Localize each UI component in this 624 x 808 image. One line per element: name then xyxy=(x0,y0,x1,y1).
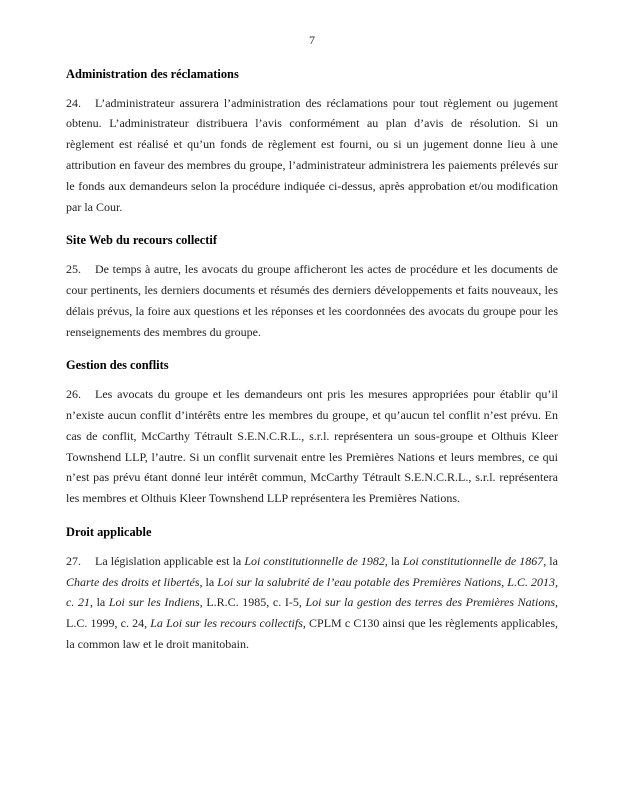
paragraph xyxy=(66,551,558,655)
page-number: 7 xyxy=(309,33,315,47)
paragraph-number: 24. xyxy=(66,95,81,110)
text-run: , la xyxy=(543,553,558,568)
italic-text-run: Loi constitutionnelle de 1982 xyxy=(244,553,385,568)
paragraph-number: 26. xyxy=(66,387,81,402)
text-run: , la xyxy=(89,595,109,610)
section-heading: Site Web du recours collectif xyxy=(66,233,217,248)
text-run: , la xyxy=(384,553,403,568)
italic-text-run: Loi sur la salubrité de l’eau potable des Premières Nations, L.C. 2013, c. 21 xyxy=(66,574,558,610)
italic-text-run: Charte des droits et libertés xyxy=(66,574,200,589)
text-run: , CPLM c C130 ainsi que les règlements applicables, la common law et le droit manitobain. xyxy=(66,616,558,651)
section-heading: Administration des réclamations xyxy=(66,66,239,81)
italic-text-run: Loi sur les Indiens xyxy=(108,595,200,610)
paragraph-number: 25. xyxy=(66,262,81,277)
document-body xyxy=(66,64,558,655)
text-run: L’administrateur assurera l’administration des réclamations pour tout règlement ou jugement obtenu. L’administrateur distribuera l’avis conformément au plan d’avis de résolution. Si un règlement est réalisé et qu’un fonds de règlement est fourni, ou si un jugement donne lieu à une attribution en faveur des membres du groupe, l’administrateur administrera les paiements prélevés sur le fonds aux demandeurs selon la procédure indiquée ci-dessus, après approbation et/ou modification par la Cour. xyxy=(66,95,558,214)
text-run: , L.R.C. 1985, c. I-5, xyxy=(199,595,306,610)
paragraph xyxy=(66,384,558,509)
section-heading: Gestion des conflits xyxy=(66,358,169,373)
italic-text-run: Loi sur la gestion des terres des Premières Nations xyxy=(305,595,556,610)
text-run: De temps à autre, les avocats du groupe afficheront les actes de procédure et les documents de cour pertinents, les derniers documents et résumés des derniers développements et faits nouveaux, les délais prévus, la foire aux questions et les réponses et les coordonnées des avocats du groupe pour les renseignements des membres du groupe. xyxy=(66,262,558,339)
paragraph xyxy=(66,93,558,218)
italic-text-run: Loi constitutionnelle de 1867 xyxy=(402,553,544,568)
text-run: Les avocats du groupe et les demandeurs ont pris les mesures appropriées pour établir qu’il n’existe aucun conflit d’intérêts entre les membres du groupe, et qu’aucun tel conflit n’est prévu. En cas de conflit, McCarthy Tétrault S.E.N.C.R.L., s.r.l. représentera un sous-groupe et Olthuis Kleer Townshend LLP, l’autre. Si un conflit survenait entre les Premières Nations et leurs membres, ce qui n’est pas prévu étant donné leur intérêt commun, McCarthy Tétrault S.E.N.C.R.L., s.r.l. représentera les membres et Olthuis Kleer Townshend LLP représentera les Premières Nations. xyxy=(66,387,558,506)
text-run: , L.C. 1999, c. 24, xyxy=(66,595,559,631)
section-heading: Droit applicable xyxy=(66,524,152,539)
paragraph xyxy=(66,259,558,342)
italic-text-run: La Loi sur les recours collectifs xyxy=(150,616,303,631)
text-run: , la xyxy=(199,574,218,589)
text-run: La législation applicable est la xyxy=(95,553,245,568)
paragraph-number: 27. xyxy=(66,553,81,568)
